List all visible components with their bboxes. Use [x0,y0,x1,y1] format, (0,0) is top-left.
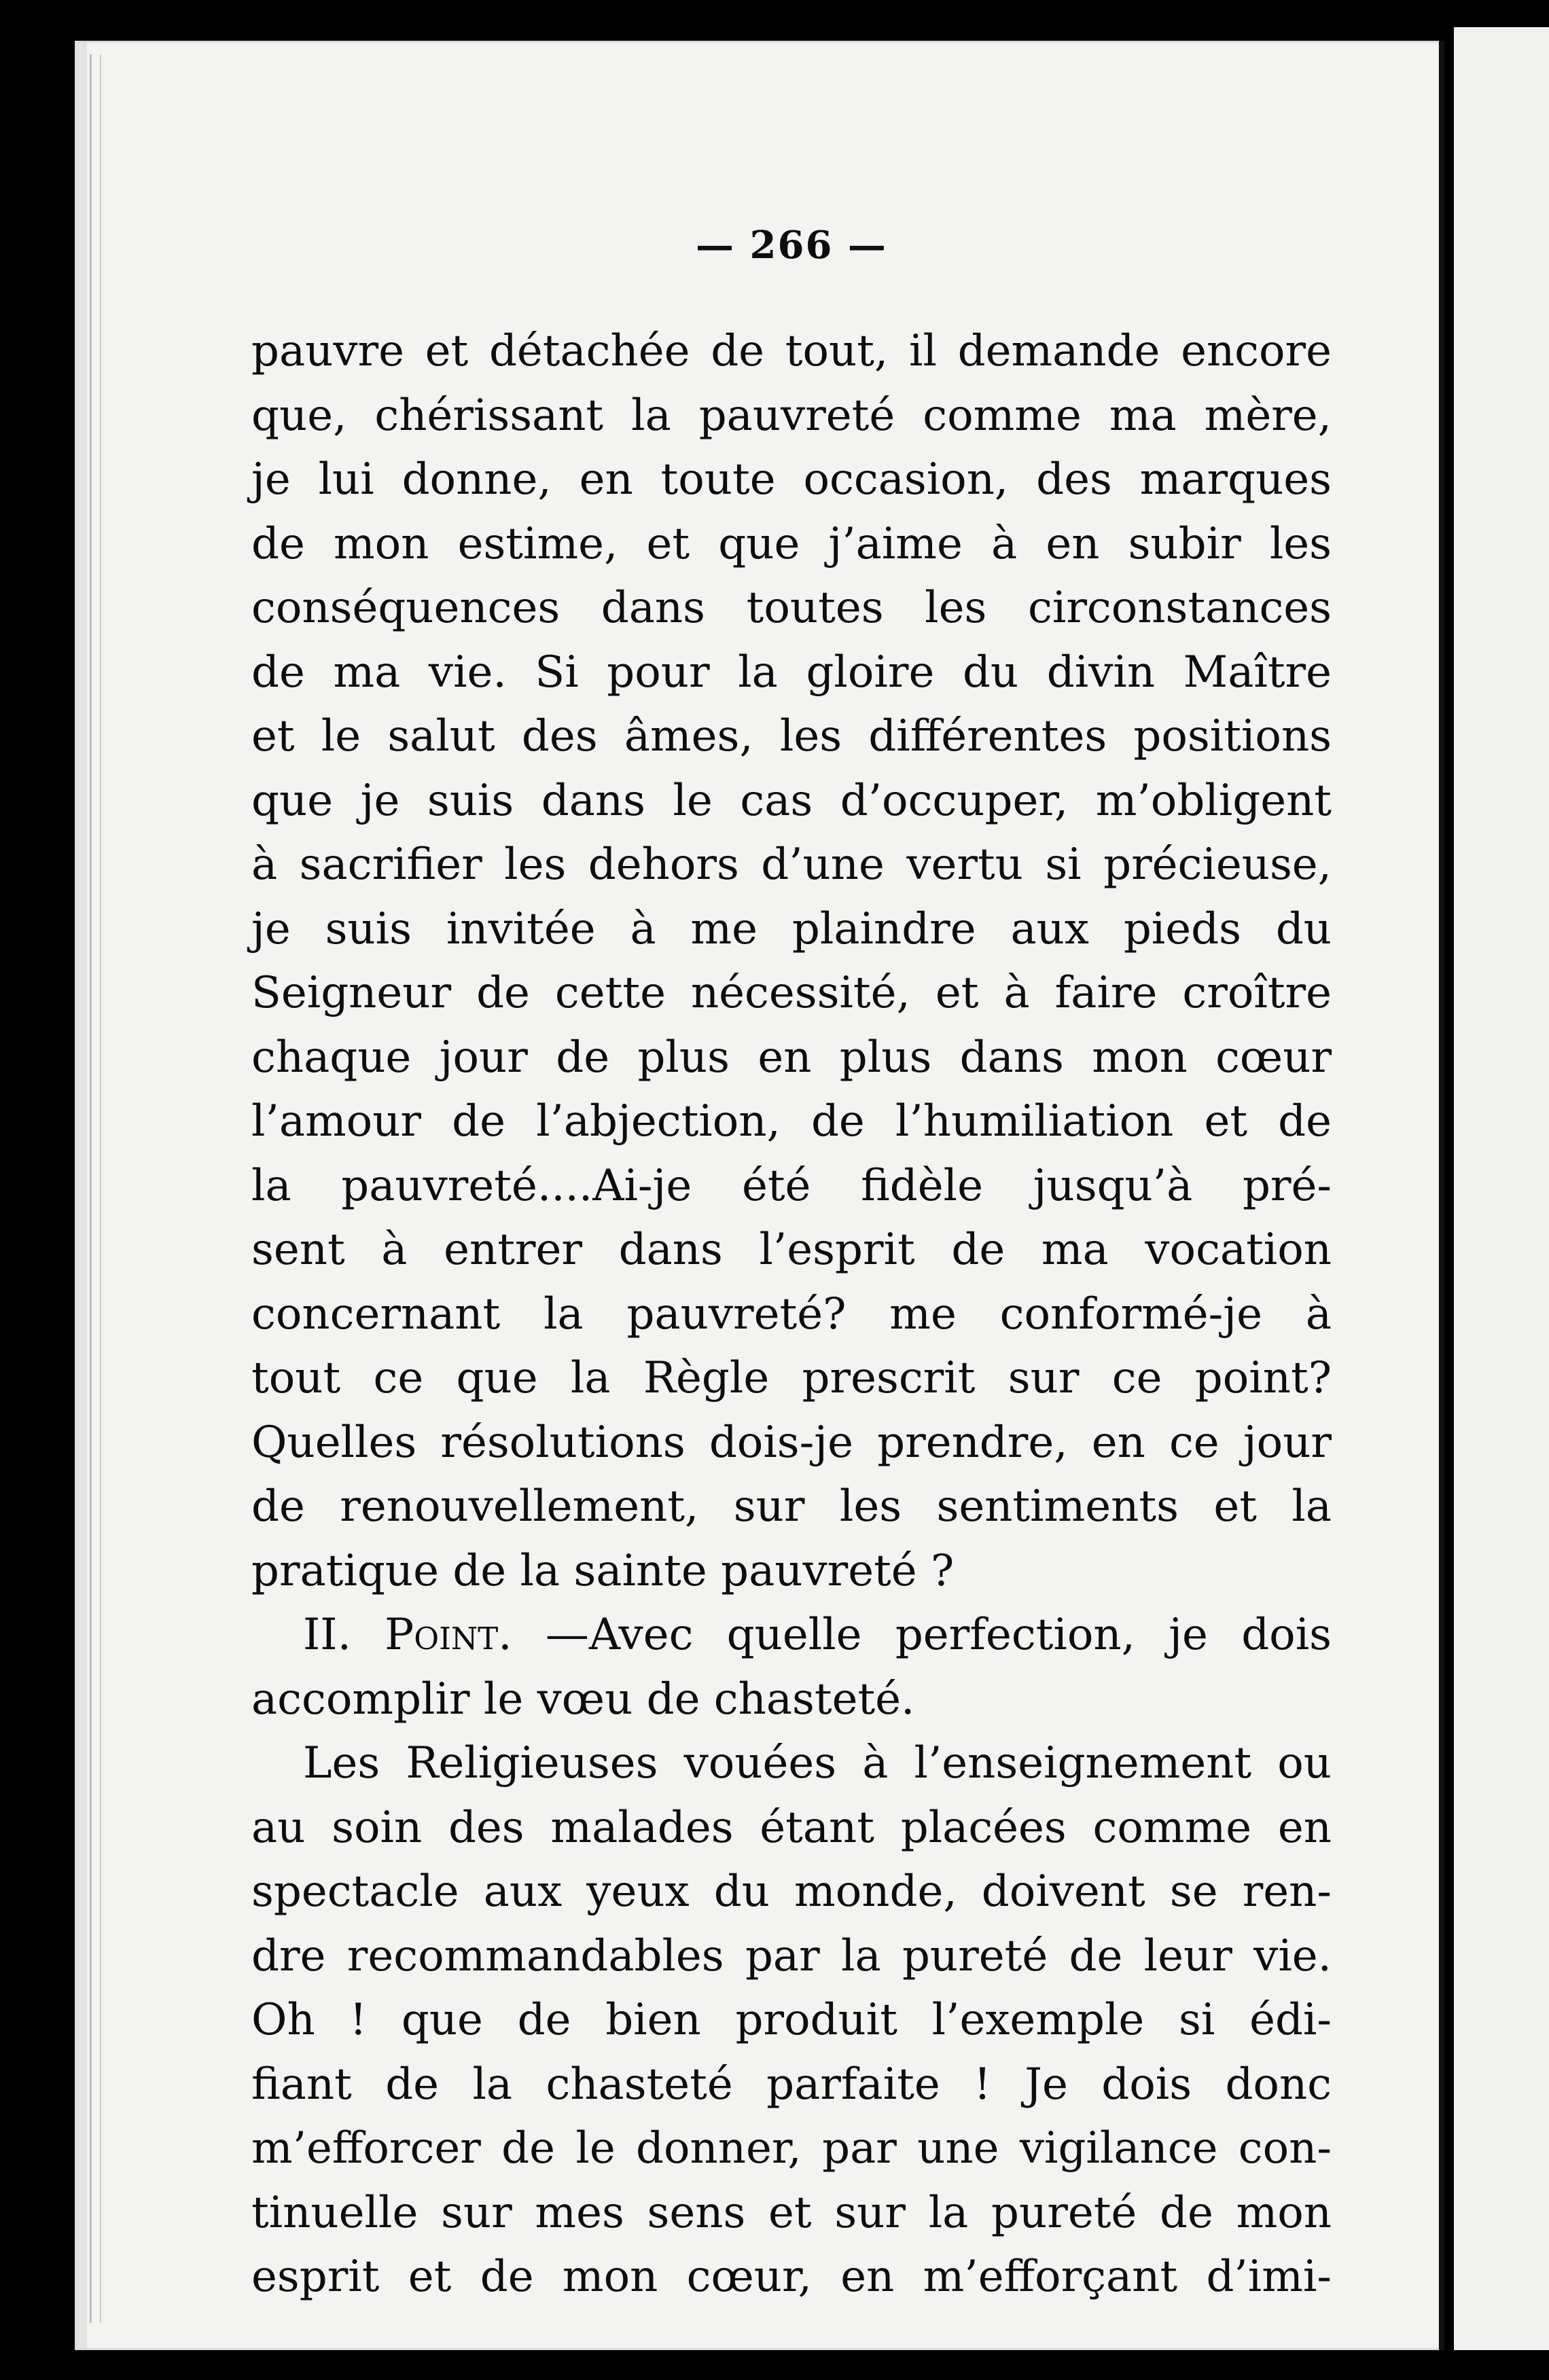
text-line-24: au soin des malades étant placées comme en [251,1802,1332,1853]
text-line-30: tinuelle sur mes sens et sur la pureté de mon [251,2187,1332,2238]
text-line-4: de mon estime, et que j’aime à en subir les [251,518,1332,569]
text-line-12: chaque jour de plus en plus dans mon cœur [251,1032,1332,1083]
adjacent-page-edge [1454,27,1549,2350]
page-number: — 266 — [696,223,887,268]
paragraph-lines [251,319,1332,2309]
text-line-20: pratique de la sainte pauvreté ? [251,1545,955,1596]
text-line-28: fiant de la chasteté parfaite ! Je dois donc [251,2059,1332,2110]
text-line-15: sent à entrer dans l’esprit de ma vocation [251,1225,1332,1275]
text-line-5: conséquences dans toutes les circonstances [251,583,1332,633]
text-line-6: de ma vie. Si pour la gloire du divin Maître [251,647,1332,698]
text-line-3: je lui donne, en toute occasion, des marques [251,454,1332,505]
text-line-14: la pauvreté....Ai-je été fidèle jusqu’à pré- [251,1160,1332,1211]
text-line-9: à sacrifier les dehors d’une vertu si précieuse, [251,840,1332,890]
section-heading-text: —Avec quelle perfection, je dois [512,1610,1332,1660]
text-line-31: esprit et de mon cœur, en m’efforçant d’imi- [251,2252,1332,2302]
text-line-7: et le salut des âmes, les différentes positions [251,711,1332,761]
text-line-16: concernant la pauvreté? me conformé-je à [251,1288,1332,1339]
text-line-11: Seigneur de cette nécessité, et à faire croître [251,968,1332,1018]
text-line-13: l’amour de l’abjection, de l’humiliation et de [251,1096,1332,1147]
text-line-17: tout ce que la Règle prescrit sur ce point? [251,1353,1332,1403]
text-line-8: que je suis dans le cas d’occuper, m’obligent [251,775,1332,826]
text-line-10: je suis invitée à me plaindre aux pieds du [251,903,1332,954]
text-line-26: dre recommandables par la pureté de leur vie. [251,1930,1332,1981]
text-line-23: Les Religieuses vouées à l’enseignement ou [303,1738,1332,1788]
text-line-27: Oh ! que de bien produit l’exemple si édi- [251,1995,1332,2045]
text-line-29: m’efforcer de le donner, par une vigilance con- [251,2123,1332,2174]
section-heading-label: II. Point. [303,1610,512,1660]
text-line-18: Quelles résolutions dois-je prendre, en ce jour [251,1417,1332,1468]
text-line-2: que, chérissant la pauvreté comme ma mère, [251,390,1332,441]
text-line-19: de renouvellement, sur les sentiments et la [251,1481,1332,1532]
text-line-25: spectacle aux yeux du monde, doivent se ren- [251,1867,1332,1917]
section-heading-line [251,1603,1332,1667]
text-line-1: pauvre et détachée de tout, il demande encore [251,326,1332,376]
section-heading-line-2: accomplir le vœu de chasteté. [251,1674,915,1725]
